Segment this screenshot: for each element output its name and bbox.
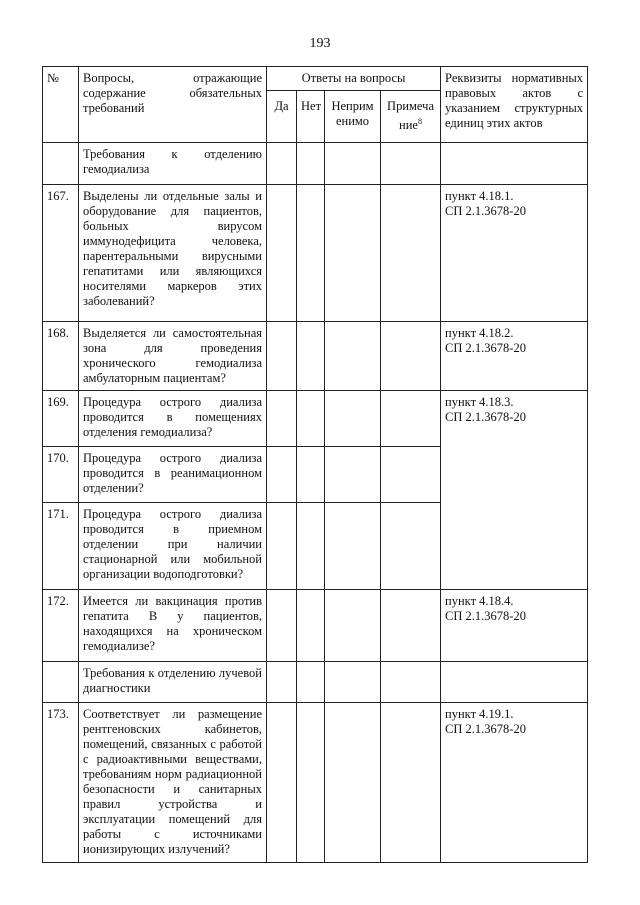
row-number: 172.	[43, 590, 79, 662]
col-na-header: Неприм енимо	[325, 91, 381, 143]
row-question: Соответствует ли размещение рентгеновских кабинетов, помещений, связанных с работой с радиоактивными веществами, требованиям норм радиационной безопасности и санитарных правил устройства и эксплуатации помещений для работы с источниками ионизирующих излучений?	[79, 703, 267, 863]
row-number: 167.	[43, 185, 79, 322]
row-number: 168.	[43, 322, 79, 391]
row-question: Процедура острого диализа проводится в реанимационном отделении?	[79, 447, 267, 503]
row-requisites: пункт 4.18.3. СП 2.1.3678-20	[441, 391, 588, 590]
section-title: Требования к отделению лучевой диагностики	[79, 662, 267, 703]
section-row	[43, 143, 588, 185]
section-title: Требования к отделению гемодиализа	[79, 143, 267, 185]
row-requisites: пункт 4.18.2. СП 2.1.3678-20	[441, 322, 588, 391]
table-row	[43, 185, 588, 322]
col-no-header: Нет	[297, 91, 325, 143]
row-requisites: пункт 4.18.1. СП 2.1.3678-20	[441, 185, 588, 322]
col-number-header: №	[43, 67, 79, 143]
section-row	[43, 662, 588, 703]
col-note-header: Примеча ние$^8$	[381, 91, 441, 143]
requirements-table	[42, 66, 588, 863]
col-questions-header: Вопросы, отражающие содержание обязательных требований	[79, 67, 267, 143]
table-row	[43, 703, 588, 863]
col-requisites-header: Реквизиты нормативных правовых актов с указанием структурных единиц этих актов	[441, 67, 588, 143]
row-question: Выделены ли отдельные залы и оборудование для пациентов, больных вирусом иммунодефицита человека, парентеральными вирусными гепатитами или являющихся носителями маркеров этих заболеваний?	[79, 185, 267, 322]
row-question: Имеется ли вакцинация против гепатита В у пациентов, находящихся на хроническом гемодиализе?	[79, 590, 267, 662]
row-number: 169.	[43, 391, 79, 447]
table-row	[43, 590, 588, 662]
col-answers-header: Ответы на вопросы	[267, 67, 441, 91]
row-question: Процедура острого диализа проводится в помещениях отделения гемодиализа?	[79, 391, 267, 447]
row-requisites: пункт 4.18.4. СП 2.1.3678-20	[441, 590, 588, 662]
row-number: 170.	[43, 447, 79, 503]
row-question: Выделяется ли самостоятельная зона для проведения хронического гемодиализа амбулаторным пациентам?	[79, 322, 267, 391]
col-yes-header: Да	[267, 91, 297, 143]
table-row	[43, 322, 588, 391]
table-row	[43, 391, 588, 447]
row-number: 173.	[43, 703, 79, 863]
row-number: 171.	[43, 503, 79, 590]
row-question: Процедура острого диализа проводится в приемном отделении при наличии стационарной или мобильной организации водоподготовки?	[79, 503, 267, 590]
row-requisites: пункт 4.19.1. СП 2.1.3678-20	[441, 703, 588, 863]
page-number: 193	[309, 36, 331, 51]
